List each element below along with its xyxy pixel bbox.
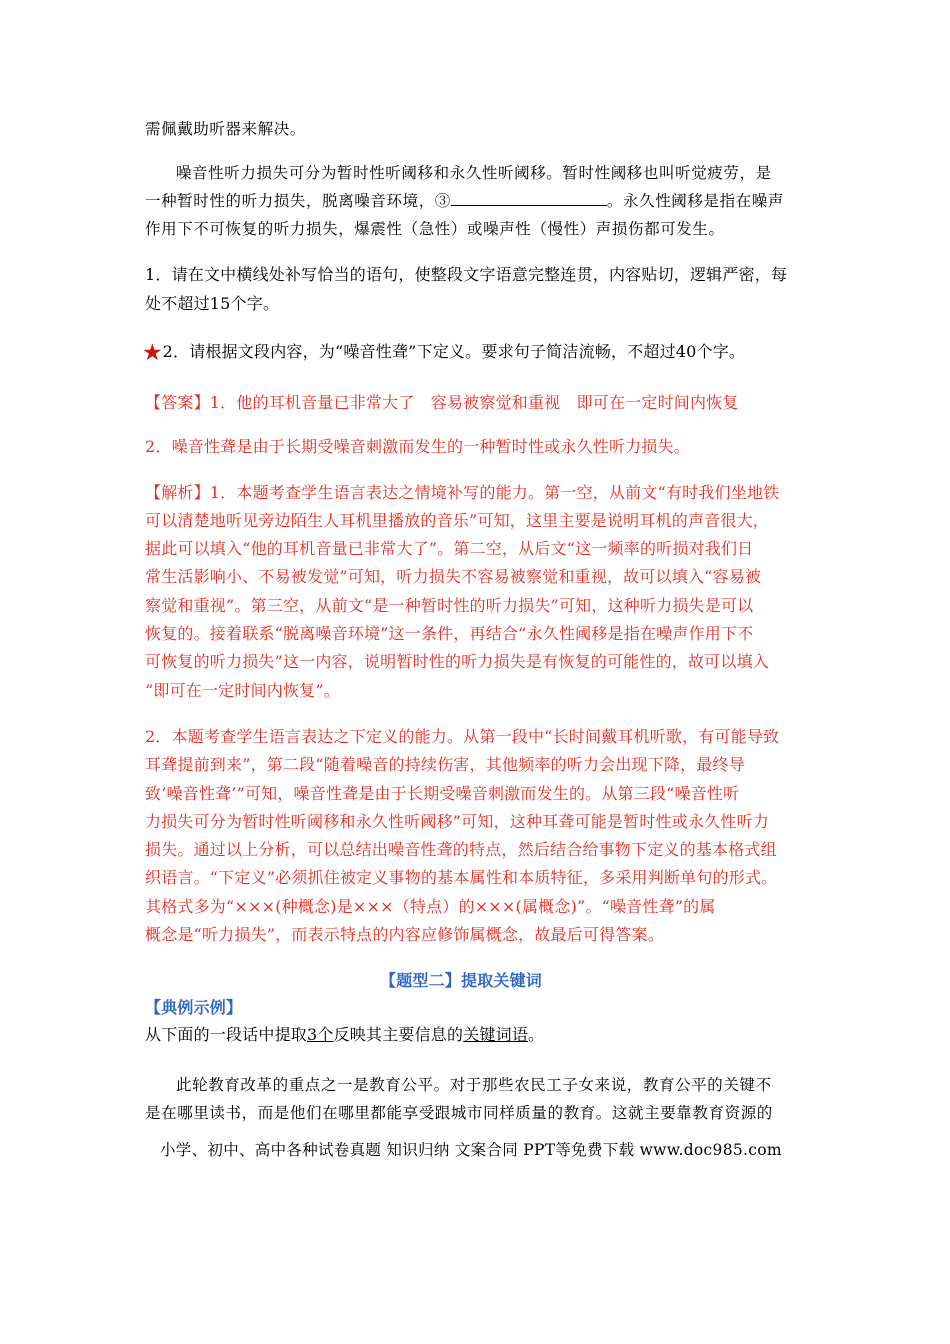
answer-line: 【答案】1．他的耳机音量已非常大了 容易被察觉和重视 即可在一定时间内恢复 — [145, 393, 739, 412]
analysis-line: 2．本题考查学生语言表达之下定义的能力。从第一段中“长时间戴耳机听歌，有可能导致 — [145, 727, 780, 746]
passage-line: 需佩戴助听器来解决。 — [145, 120, 307, 138]
star-icon: ★ — [142, 340, 163, 366]
passage-line: 此轮教育改革的重点之一是教育公平。对于那些农民工子女来说，教育公平的关键不 — [176, 1076, 772, 1094]
analysis-line: 据此可以填入“他的耳机音量已非常大了”。第二空，从后文“这一频率的听损对我们日 — [145, 539, 754, 558]
analysis-line: 察觉和重视”。第三空，从前文“是一种暂时性的听力损失”可知，这种听力损失是可以 — [145, 596, 754, 615]
fill-blank — [451, 191, 607, 206]
passage-text: 。永久性阈移是指在噪声 — [606, 192, 785, 210]
page-footer: 小学、初中、高中各种试卷真题 知识归纳 文案合同 PPT等免费下载 www.doc985.com — [160, 1141, 782, 1159]
analysis-line: 可恢复的听力损失”这一内容，说明暂时性的听力损失是有恢复的可能性的，故可以填入 — [145, 652, 769, 671]
analysis-line: 损失。通过以上分析，可以总结出噪音性聋的特点，然后结合给事物下定义的基本格式组 — [145, 840, 777, 859]
analysis-line: 概念是“听力损失”，而表示特点的内容应修饰属概念，故最后可得答案。 — [145, 925, 664, 944]
analysis-line: 耳聋提前到来”，第二段“随着噪音的持续伤害，其他频率的听力会出现下降，最终导 — [145, 755, 745, 774]
analysis-line: 恢复的。接着联系“脱离噪音环境”这一条件，再结合“永久性阈移是指在噪声作用下不 — [145, 624, 754, 643]
analysis-line: 可以清楚地听见旁边陌生人耳机里播放的音乐”可知，这里主要是说明耳机的声音很大， — [145, 511, 769, 530]
analysis-line: 力损失可分为暂时性听阈移和永久性听阈移”可知，这种耳聋可能是暂时性或永久性听力 — [145, 812, 769, 831]
answer-line: 2．噪音性聋是由于长期受噪音刺激而发生的一种暂时性或永久性听力损失。 — [145, 437, 690, 456]
instruction-underlined: 关键词语 — [463, 1025, 529, 1044]
question-1-line: 1．请在文中横线处补写恰当的语句，使整段文字语意完整连贯，内容贴切，逻辑严密，每 — [145, 265, 788, 284]
instruction-underlined: 3个 — [307, 1025, 334, 1044]
instruction-text: 。 — [528, 1025, 545, 1044]
analysis-line: 常生活影响小、不易被发觉”可知，听力损失不容易被察觉和重视，故可以填入“容易被 — [145, 567, 762, 586]
analysis-line: 【解析】1．本题考查学生语言表达之情境补写的能力。第一空，从前文“有时我们坐地铁 — [145, 483, 780, 502]
passage-line — [145, 189, 784, 211]
question-1-line: 处不超过15个字。 — [145, 294, 280, 313]
passage-line: 作用下不可恢复的听力损失，爆震性（急性）或噪声性（慢性）声损伤都可发生。 — [145, 220, 725, 238]
passage-line: 噪音性听力损失可分为暂时性听阈移和永久性听阈移。暂时性阈移也叫听觉疲劳，是 — [176, 164, 772, 182]
instruction-text: 反映其主要信息的 — [333, 1025, 464, 1044]
question-2-text: 2．请根据文段内容，为“噪音性聋”下定义。要求句子简洁流畅，不超过40个字。 — [162, 342, 746, 361]
instruction-text: 从下面的一段话中提取 — [145, 1025, 308, 1044]
analysis-line: 其格式多为“×××(种概念)是×××（特点）的×××(属概念)”。“噪音性聋”的属 — [145, 897, 716, 916]
question-2-line — [142, 337, 746, 366]
passage-line: 是在哪里读书，而是他们在哪里都能享受跟城市同样质量的教育。这就主要靠教育资源的 — [145, 1104, 773, 1122]
analysis-line: “即可在一定时间内恢复”。 — [145, 681, 340, 700]
passage-text: 一种暂时性的听力损失，脱离噪音环境，③ — [145, 192, 451, 210]
analysis-line: 致‘噪音性聋’”可知，噪音性聋是由于长期受噪音刺激而发生的。从第三段“噪音性听 — [145, 784, 740, 803]
section-title: 【题型二】提取关键词 — [380, 971, 543, 990]
analysis-line: 织语言。“下定义”必须抓住被定义事物的基本属性和本质特征，多采用判断单句的形式。 — [145, 868, 778, 887]
instruction-line — [145, 1022, 544, 1045]
example-label: 【典例示例】 — [145, 998, 243, 1017]
